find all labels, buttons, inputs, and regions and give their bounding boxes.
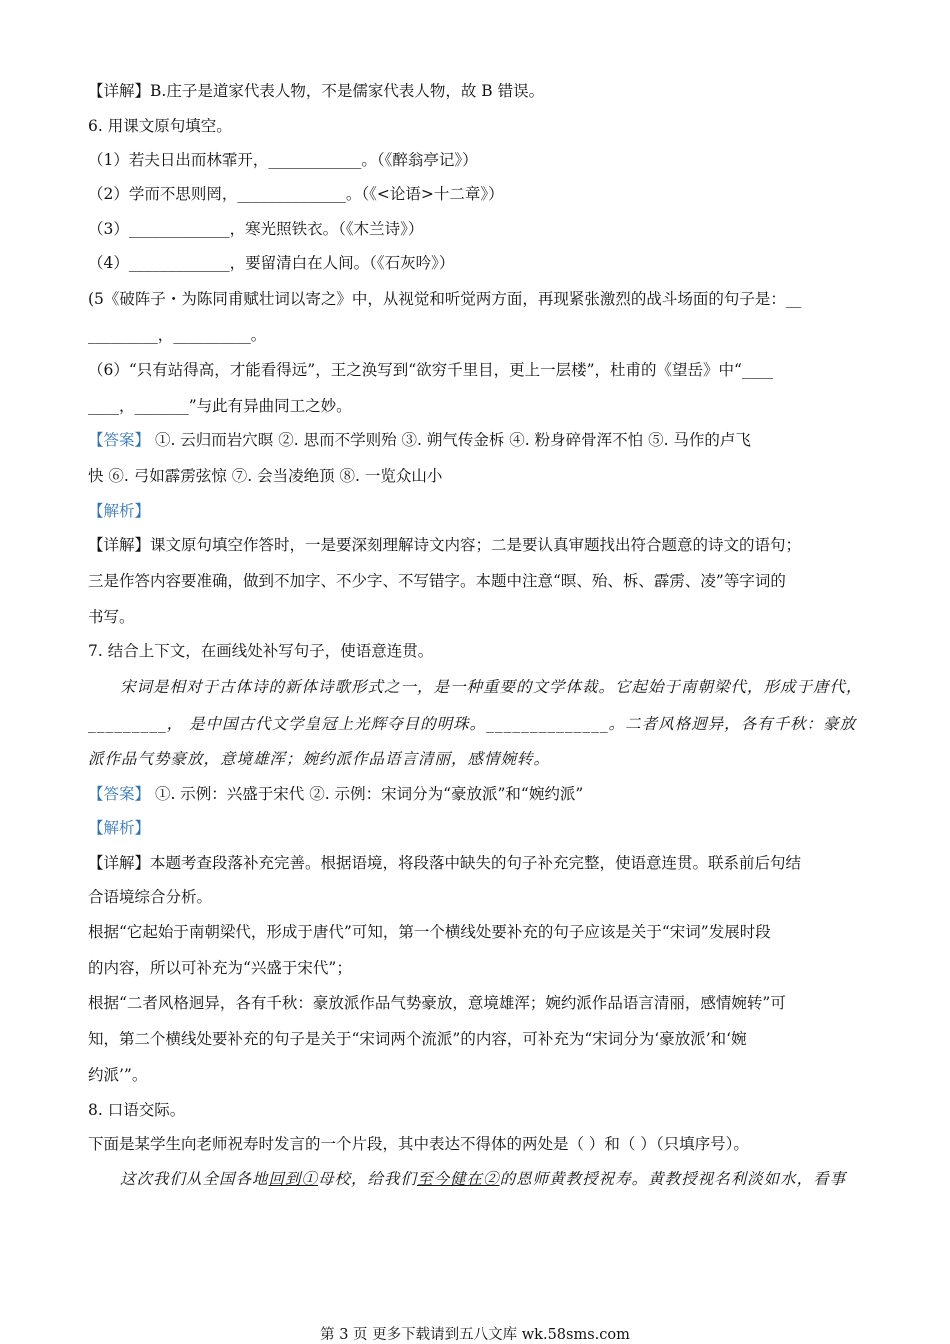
q6-detail-line1: 【详解】课文原句填空作答时，一是要深刻理解诗文内容；二是要认真审题找出符合题意的诗文的语句； [88,536,802,554]
answer-label: 【答案】 [88,431,151,449]
q6-answer-line2: 快 ⑥. 弓如霹雳弦惊 ⑦. 会当凌绝顶 ⑧. 一览众山小 [88,467,443,485]
q7-detail-line1: 【详解】本题考查段落补充完善。根据语境，将段落中缺失的句子补充完整，使语意连贯。联系前后句结 [88,854,802,872]
q7-detail-line5: 根据“二者风格迥异，各有千秋：豪放派作品气势豪放，意境雄浑；婉约派作品语言清丽，感情婉转”可 [88,994,786,1012]
q6-answer-line1 [88,430,751,450]
q7-detail-line4: 的内容，所以可补充为“兴盛于宋代”； [88,959,352,977]
q6-item-3: （3）_____________，寒光照铁衣。（《木兰诗》） [88,220,424,238]
passage-text: 这次我们从全国各地 [120,1170,269,1188]
q6-item-5-line2: _________，__________。 [88,326,267,344]
q6-title: 6. 用课文原句填空。 [88,117,232,135]
q6-item-6-line1: （6）“只有站得高，才能看得远”，王之涣写到“欲穷千里目，更上一层楼”，杜甫的《望岳》中“____ [88,361,773,379]
q7-detail-line7: 约派’”。 [88,1066,148,1084]
q6-analysis-label: 【解析】 [88,502,151,520]
q8-prompt: 下面是某学生向老师祝寿时发言的一个片段，其中表达不得体的两处是（ ）和（ ）（只填序号）。 [88,1135,749,1153]
detail-b: 【详解】B.庄子是道家代表人物，不是儒家代表人物，故 B 错误。 [88,82,545,100]
q7-analysis-label: 【解析】 [88,819,151,837]
q6-detail-line2: 三是作答内容要准确，做到不加字、不少字、不写错字。本题中注意“暝、殆、柝、霹雳、凌”等字词的 [88,572,786,590]
answer-text: ①. 云归而岩穴暝 ②. 思而不学则殆 ③. 朔气传金柝 ④. 粉身碎骨浑不怕 ⑤. 马作的卢飞 [150,431,751,449]
q7-detail-line2: 合语境综合分析。 [88,888,213,906]
q7-passage-line3: 派作品气势豪放，意境雄浑；婉约派作品语言清丽，感情婉转。 [88,750,551,768]
answer-label: 【答案】 [88,785,151,803]
q7-detail-line3: 根据“它起始于南朝梁代，形成于唐代”可知，第一个横线处要补充的句子应该是关于“宋词”发展时段 [88,923,771,941]
q7-title: 7. 结合上下文，在画线处补写句子，使语意连贯。 [88,642,434,660]
q7-detail-line6: 知，第二个横线处要补充的句子是关于“宋词两个流派”的内容，可补充为“宋词分为‘豪放派’和‘婉 [88,1030,747,1048]
q6-item-2: （2）学而不思则罔，______________。（《<论语>十二章》） [88,185,504,203]
underlined-phrase-1: 回到① [268,1170,319,1188]
page-footer: 第 3 页 更多下载请到五八文库 wk.58sms.com [320,1327,630,1343]
passage-text: 母校，给我们 [318,1170,418,1188]
underlined-phrase-2: 至今健在② [417,1170,500,1188]
q7-answer [88,784,583,804]
q7-passage-line1: 宋词是相对于古体诗的新体诗歌形式之一，是一种重要的文学体裁。它起始于南朝梁代，形成于唐代， [120,678,863,696]
q6-item-6-line2: ____，_______”与此有异曲同工之妙。 [88,397,352,415]
q6-detail-line3: 书写。 [88,608,135,626]
q8-title: 8. 口语交际。 [88,1101,186,1119]
q7-passage-line2: _________， 是中国古代文学皇冠上光辉夺目的明珠。______________。二者风格迥异，各有千秋：豪放 [88,715,857,733]
answer-text: ①. 示例：兴盛于宋代 ②. 示例：宋词分为“豪放派”和“婉约派” [150,785,584,803]
q6-item-4: （4）_____________，要留清白在人间。（《石灰吟》） [88,254,455,272]
q6-item-5-line1: (5《破阵子・为陈同甫赋壮词以寄之》中，从视觉和听觉两方面，再现紧张激烈的战斗场面的句子是：__ [88,290,802,308]
passage-text: 的恩师黄教授祝寿。黄教授视名利淡如水，看事 [499,1170,847,1188]
q6-item-1: （1）若夫日出而林霏开，____________。（《醉翁亭记》） [88,151,478,169]
q8-passage-line1 [120,1169,846,1189]
